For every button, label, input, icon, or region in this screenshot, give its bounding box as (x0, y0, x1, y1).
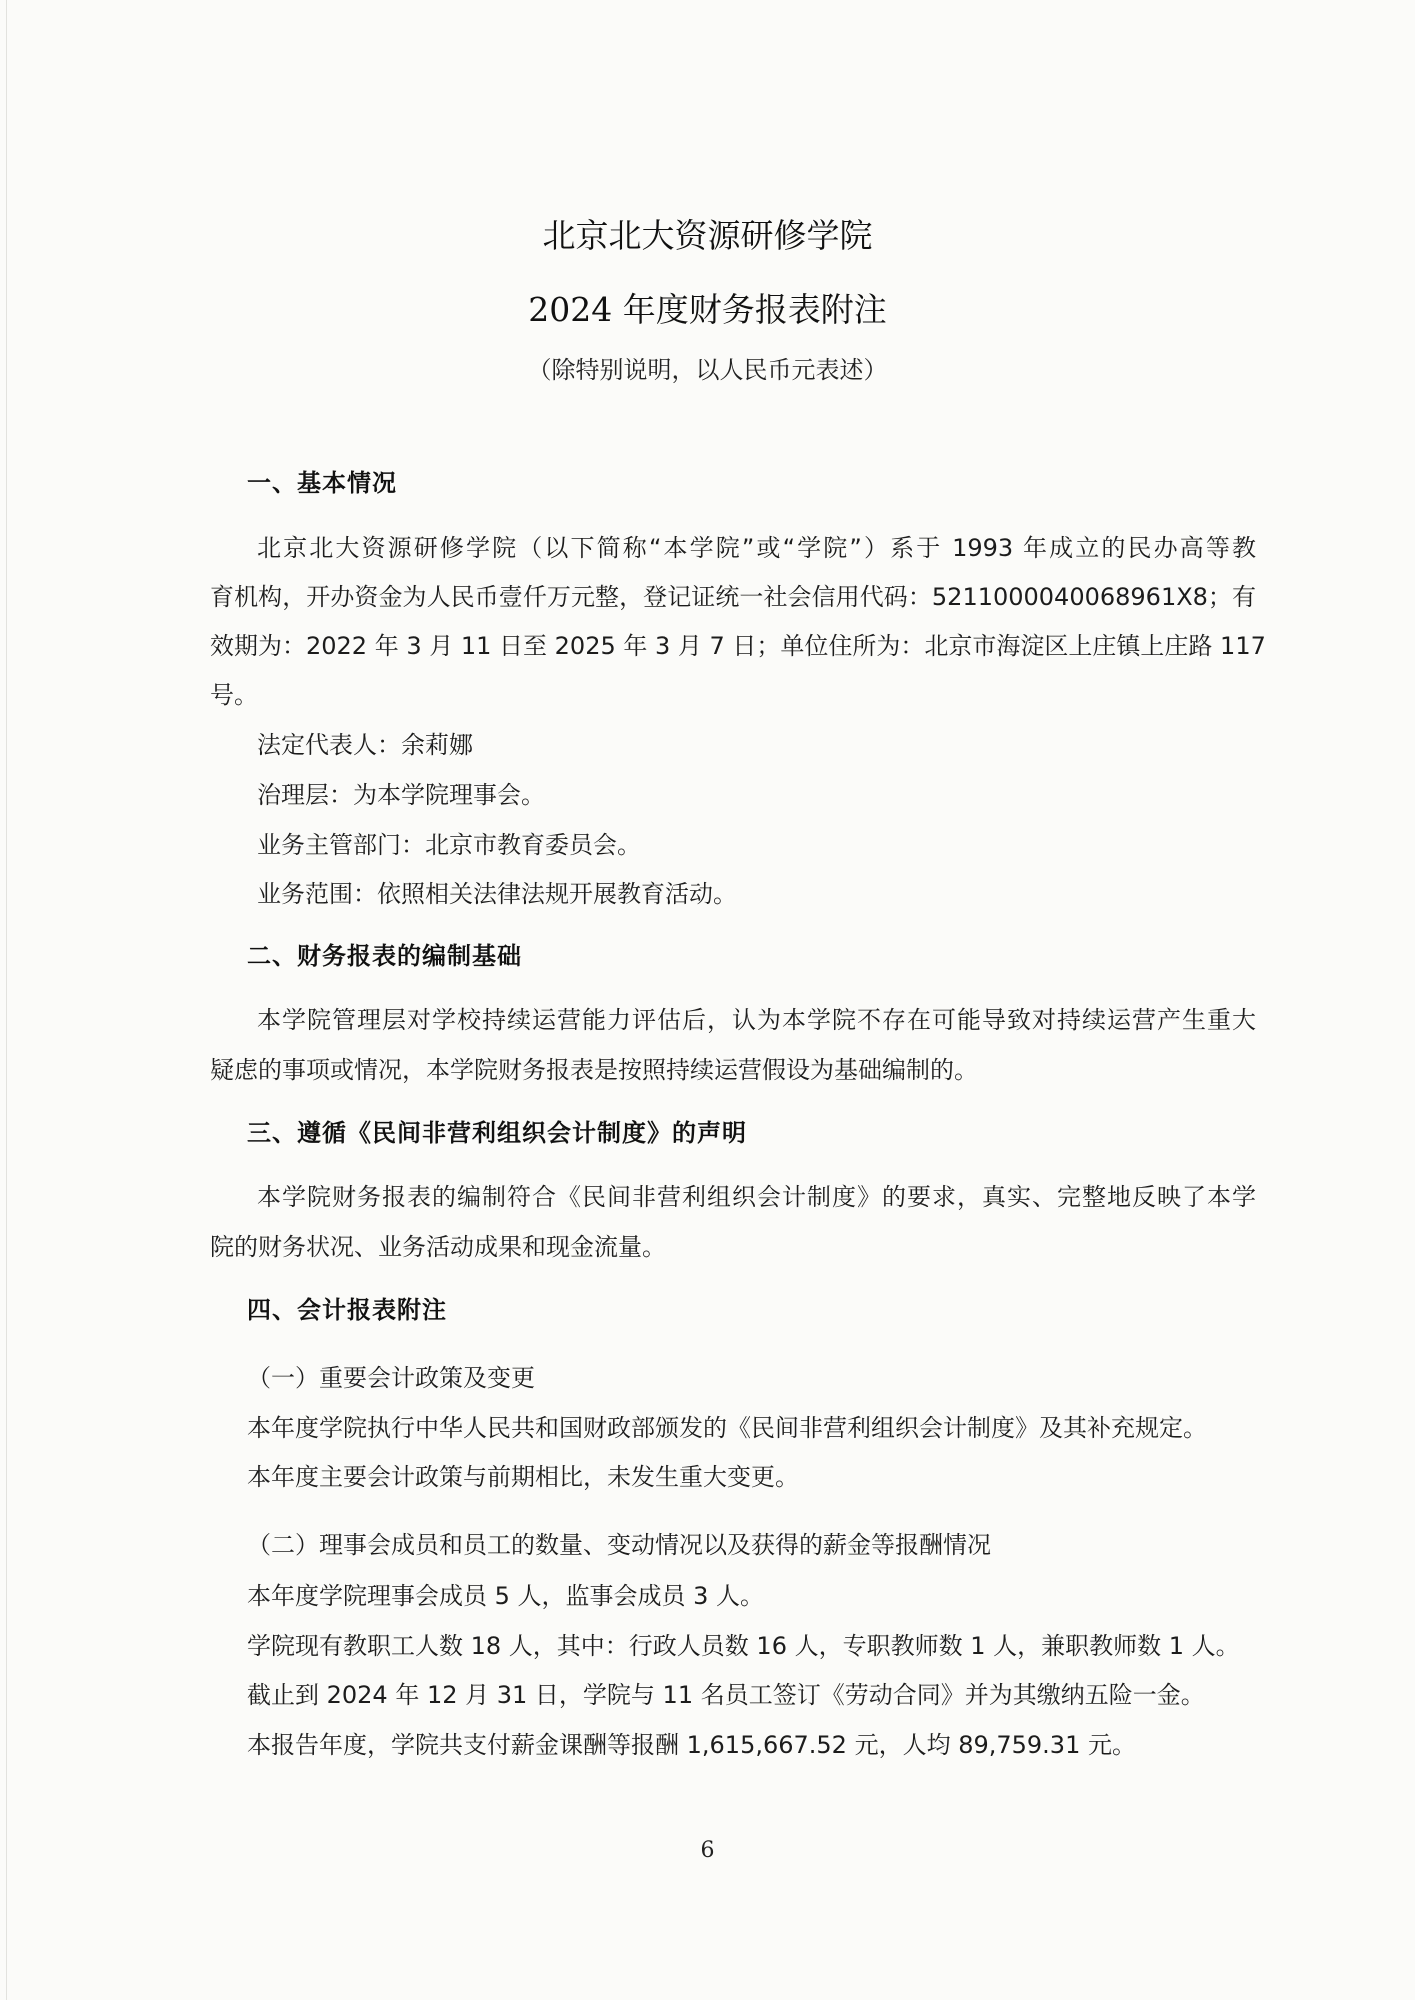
staff-line-1: 本年度学院理事会成员 5 人，监事会成员 3 人。 (247, 1582, 765, 1610)
subsection-heading-policies: （一）重要会计政策及变更 (247, 1364, 535, 1392)
basic-info-line-4: 号。 (210, 681, 258, 709)
currency-note: （除特别说明，以人民币元表述） (527, 356, 888, 384)
business-scope: 业务范围：依照相关法律法规开展教育活动。 (257, 880, 737, 908)
section-heading-basis: 二、财务报表的编制基础 (247, 942, 522, 970)
document-subtitle-year: 2024 年度财务报表附注 (528, 290, 887, 329)
section-heading-compliance: 三、遵循《民间非营利组织会计制度》的声明 (247, 1119, 747, 1147)
subsection-heading-staff: （二）理事会成员和员工的数量、变动情况以及获得的薪金等报酬情况 (247, 1531, 991, 1559)
section-heading-notes: 四、会计报表附注 (247, 1296, 447, 1324)
basis-line-1: 本学院管理层对学校持续运营能力评估后，认为本学院不存在可能导致对持续运营产生重大 (257, 1006, 1256, 1034)
compliance-line-1: 本学院财务报表的编制符合《民间非营利组织会计制度》的要求，真实、完整地反映了本学 (257, 1183, 1256, 1211)
basis-line-2: 疑虑的事项或情况，本学院财务报表是按照持续运营假设为基础编制的。 (210, 1056, 978, 1084)
staff-line-4: 本报告年度，学院共支付薪金课酬等报酬 1,615,667.52 元，人均 89,759.31 元。 (247, 1731, 1136, 1759)
document-title: 北京北大资源研修学院 (542, 216, 873, 255)
staff-line-2: 学院现有教职工人数 18 人，其中：行政人员数 16 人，专职教师数 1 人，兼职教师数 1 人。 (247, 1632, 1240, 1660)
supervising-authority: 业务主管部门：北京市教育委员会。 (257, 831, 641, 859)
basic-info-line-3: 效期为：2022 年 3 月 11 日至 2025 年 3 月 7 日；单位住所为：北京市海淀区上庄镇上庄路 117 (210, 632, 1266, 660)
policies-line-2: 本年度主要会计政策与前期相比，未发生重大变更。 (247, 1463, 799, 1491)
governance-body: 治理层：为本学院理事会。 (257, 781, 545, 809)
compliance-line-2: 院的财务状况、业务活动成果和现金流量。 (210, 1233, 666, 1261)
policies-line-1: 本年度学院执行中华人民共和国财政部颁发的《民间非营利组织会计制度》及其补充规定。 (247, 1414, 1207, 1442)
legal-representative: 法定代表人：余莉娜 (257, 731, 473, 759)
section-heading-basic-info: 一、基本情况 (247, 469, 397, 497)
page-number: 6 (700, 1838, 715, 1863)
staff-line-3: 截止到 2024 年 12 月 31 日，学院与 11 名员工签订《劳动合同》并为其缴纳五险一金。 (247, 1681, 1205, 1709)
basic-info-line-1: 北京北大资源研修学院（以下简称“本学院”或“学院”）系于 1993 年成立的民办高等教 (257, 534, 1256, 562)
basic-info-line-2: 育机构，开办资金为人民币壹仟万元整，登记证统一社会信用代码：5211000040068961X8；有 (210, 583, 1256, 611)
